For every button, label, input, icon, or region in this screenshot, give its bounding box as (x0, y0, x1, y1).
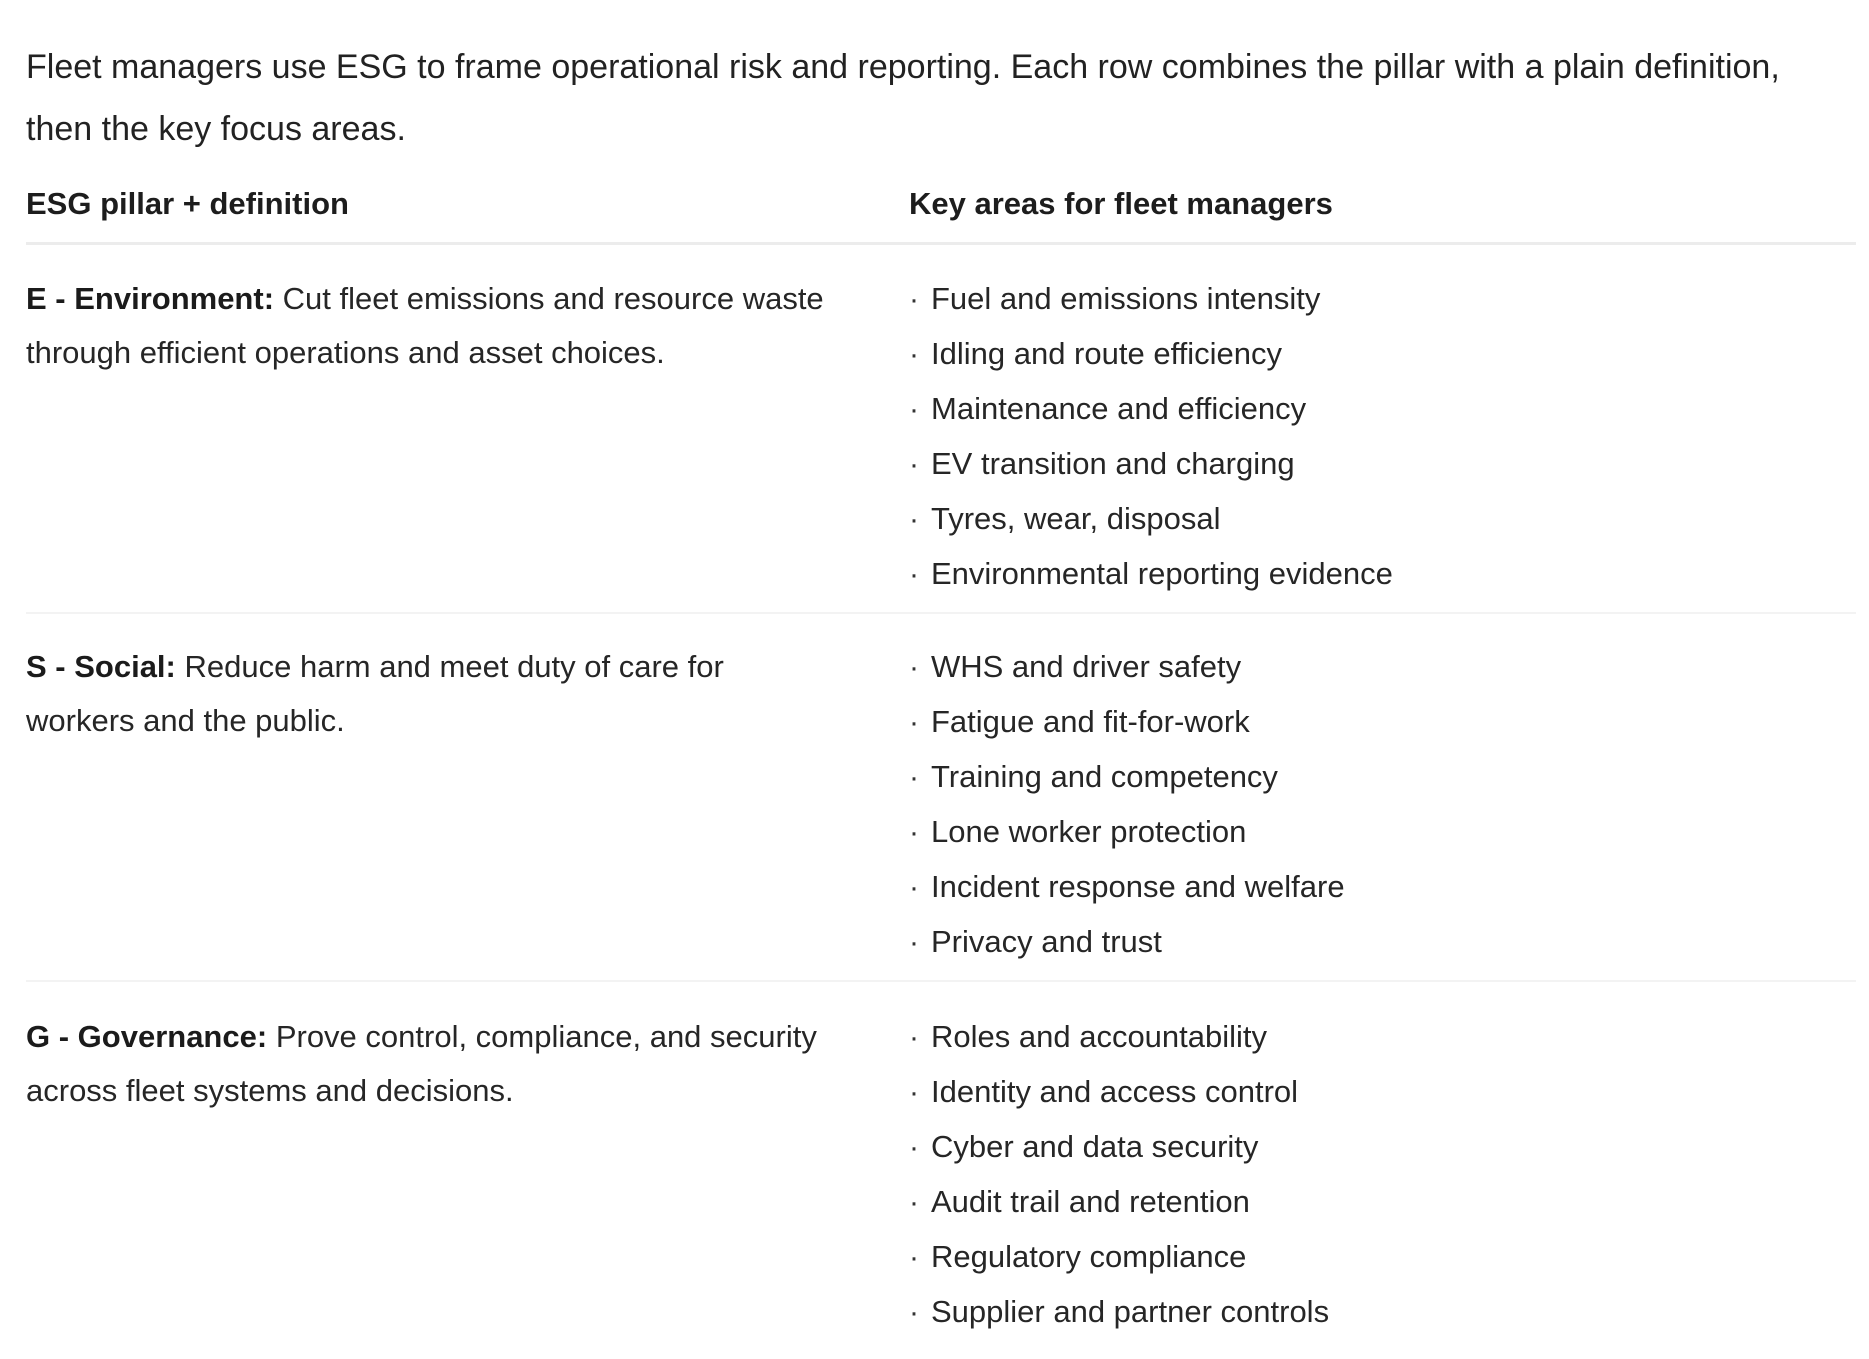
bullet-icon: · (909, 448, 919, 481)
list-item (909, 1065, 1849, 1120)
table-row-social (26, 640, 1856, 982)
bullet-icon: · (909, 706, 919, 739)
list-item (909, 382, 1849, 437)
list-item-text: Audit trail and retention (931, 1184, 1250, 1219)
list-item (909, 1120, 1849, 1175)
list-item (909, 1175, 1849, 1230)
pillar-label: S - Social: (26, 649, 176, 684)
list-item-text: Training and competency (931, 759, 1278, 794)
key-areas-list (909, 640, 1849, 970)
list-item-text: Cyber and data security (931, 1129, 1259, 1164)
list-item (909, 492, 1849, 547)
list-item (909, 640, 1849, 695)
bullet-icon: · (909, 283, 919, 316)
pillar-definition-cell (26, 640, 826, 748)
list-item (909, 1285, 1849, 1340)
list-item (909, 1010, 1849, 1065)
bullet-icon: · (909, 871, 919, 904)
bullet-icon: · (909, 503, 919, 536)
list-item-text: Tyres, wear, disposal (931, 501, 1221, 536)
list-item-text: Environmental reporting evidence (931, 556, 1393, 591)
table-row-governance (26, 1010, 1856, 1350)
bullet-icon: · (909, 393, 919, 426)
key-areas-list (909, 1010, 1849, 1340)
list-item (909, 547, 1849, 602)
bullet-icon: · (909, 1186, 919, 1219)
list-item (909, 437, 1849, 492)
pillar-definition-text: Cut fleet emissions and resource waste through efficient operations and asset choices. (26, 281, 824, 370)
column-header-pillar: ESG pillar + definition (26, 186, 349, 221)
list-item-text: Roles and accountability (931, 1019, 1268, 1054)
pillar-definition-text: Prove control, compliance, and security across fleet systems and decisions. (26, 1019, 817, 1108)
bullet-icon: · (909, 1296, 919, 1329)
pillar-label: E - Environment: (26, 281, 275, 316)
bullet-icon: · (909, 1076, 919, 1109)
pillar-definition-text: Reduce harm and meet duty of care for workers and the public. (26, 649, 724, 738)
list-item-text: Regulatory compliance (931, 1239, 1247, 1274)
list-item-text: Incident response and welfare (931, 869, 1345, 904)
bullet-icon: · (909, 926, 919, 959)
bullet-icon: · (909, 1131, 919, 1164)
table-header (26, 178, 1856, 245)
table-row-environment (26, 272, 1856, 614)
list-item-text: Maintenance and efficiency (931, 391, 1307, 426)
intro-paragraph: Fleet managers use ESG to frame operational risk and reporting. Each row combines the pillar with a plain definition, then the key focus areas. (26, 48, 1780, 148)
list-item-text: Identity and access control (931, 1074, 1299, 1109)
list-item (909, 327, 1849, 382)
bullet-icon: · (909, 651, 919, 684)
list-item (909, 1230, 1849, 1285)
list-item-text: Supplier and partner controls (931, 1294, 1330, 1329)
key-areas-list (909, 272, 1849, 602)
list-item (909, 915, 1849, 970)
list-item (909, 750, 1849, 805)
list-item (909, 272, 1849, 327)
bullet-icon: · (909, 816, 919, 849)
bullet-icon: · (909, 1241, 919, 1274)
list-item-text: Fatigue and fit-for-work (931, 704, 1250, 739)
bullet-icon: · (909, 1021, 919, 1054)
list-item-text: EV transition and charging (931, 446, 1295, 481)
list-item (909, 860, 1849, 915)
list-item-text: Fuel and emissions intensity (931, 281, 1321, 316)
bullet-icon: · (909, 338, 919, 371)
list-item (909, 805, 1849, 860)
pillar-label: G - Governance: (26, 1019, 268, 1054)
bullet-icon: · (909, 761, 919, 794)
list-item (909, 695, 1849, 750)
list-item-text: Lone worker protection (931, 814, 1247, 849)
list-item-text: WHS and driver safety (931, 649, 1242, 684)
column-header-key-areas: Key areas for fleet managers (909, 186, 1333, 221)
pillar-definition-cell (26, 272, 826, 380)
pillar-definition-cell (26, 1010, 826, 1118)
bullet-icon: · (909, 558, 919, 591)
list-item-text: Privacy and trust (931, 924, 1162, 959)
list-item-text: Idling and route efficiency (931, 336, 1282, 371)
